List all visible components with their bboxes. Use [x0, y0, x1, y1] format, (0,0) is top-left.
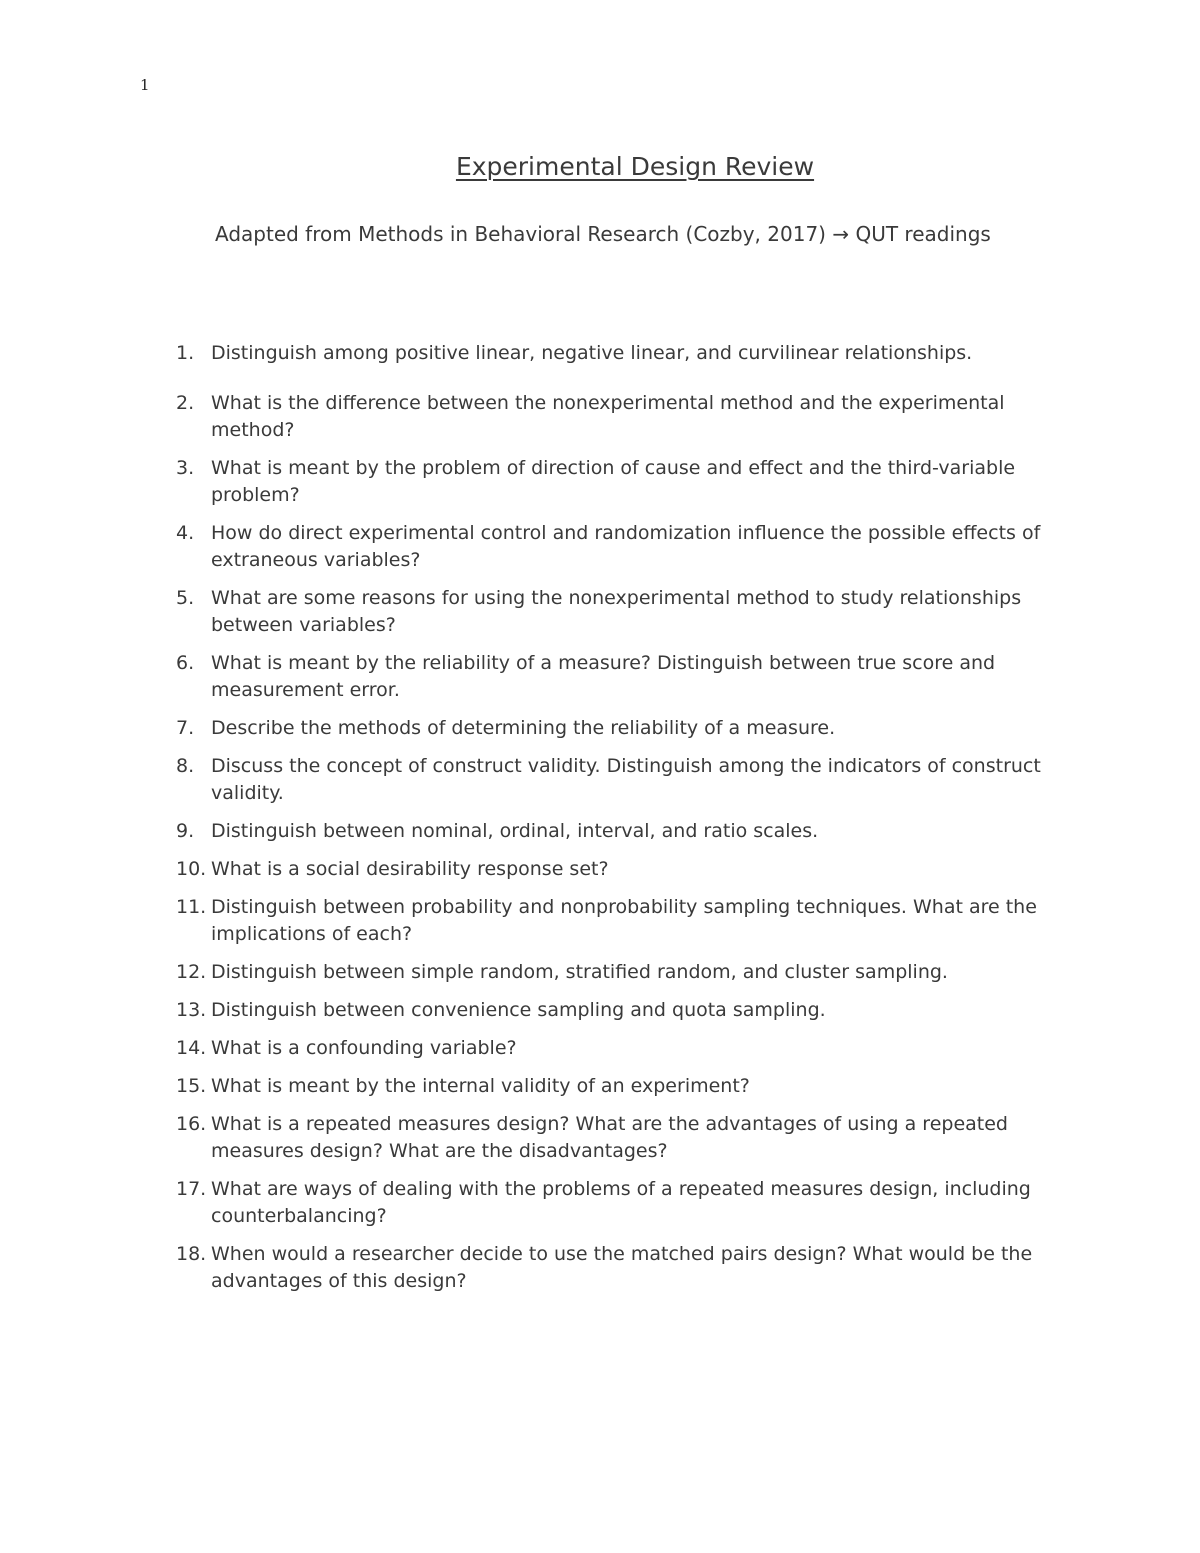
question-text: What are ways of dealing with the problems of a repeated measures design, including counterbalancing?	[211, 1178, 1031, 1227]
question-text: What is meant by the reliability of a measure? Distinguish between true score and measurement error.	[211, 652, 996, 701]
question-number: 5.	[176, 587, 195, 609]
question-text: What is meant by the problem of direction of cause and effect and the third-variable problem?	[211, 457, 1016, 506]
question-text: What are some reasons for using the nonexperimental method to study relationships between variables?	[211, 587, 1022, 636]
question-item	[170, 1176, 1070, 1230]
question-number: 11.	[176, 896, 207, 918]
question-item	[170, 997, 1070, 1024]
page-title: Experimental Design Review	[455, 152, 815, 181]
question-item	[170, 1035, 1070, 1062]
question-item	[170, 856, 1070, 883]
question-item	[170, 1111, 1070, 1165]
question-text: What is a confounding variable?	[211, 1037, 517, 1059]
question-item	[170, 585, 1070, 639]
question-number: 18.	[176, 1243, 207, 1265]
question-number: 14.	[176, 1037, 207, 1059]
question-item	[170, 894, 1070, 948]
question-text: What is a repeated measures design? What are the advantages of using a repeated measures design? What are the disadvantages?	[211, 1113, 1008, 1162]
question-number: 10.	[176, 858, 207, 880]
question-number: 16.	[176, 1113, 207, 1135]
subtitle-source: Adapted from Methods in Behavioral Research (Cozby, 2017)	[215, 222, 826, 246]
question-item	[170, 390, 1070, 444]
question-number: 3.	[176, 457, 195, 479]
question-number: 9.	[176, 820, 195, 842]
question-item	[170, 753, 1070, 807]
question-number: 7.	[176, 717, 195, 739]
question-text: Discuss the concept of construct validity. Distinguish among the indicators of construct validity.	[211, 755, 1041, 804]
question-list	[170, 340, 1070, 1306]
question-number: 17.	[176, 1178, 207, 1200]
question-item	[170, 455, 1070, 509]
question-text: Distinguish between convenience sampling and quota sampling.	[211, 999, 826, 1021]
question-number: 15.	[176, 1075, 207, 1097]
question-text: What is a social desirability response set?	[211, 858, 609, 880]
arrow-right-icon: →	[832, 222, 850, 246]
question-number: 1.	[176, 342, 195, 364]
page-number: 1	[140, 76, 150, 94]
question-text: Describe the methods of determining the reliability of a measure.	[211, 717, 836, 739]
question-number: 12.	[176, 961, 207, 983]
subtitle	[215, 222, 991, 246]
question-item	[170, 715, 1070, 742]
question-item	[170, 520, 1070, 574]
subtitle-target: QUT readings	[855, 222, 991, 246]
question-text: Distinguish between simple random, stratified random, and cluster sampling.	[211, 961, 948, 983]
question-number: 8.	[176, 755, 195, 777]
question-item	[170, 1241, 1070, 1295]
question-text: How do direct experimental control and randomization influence the possible effects of extraneous variables?	[211, 522, 1041, 571]
question-number: 6.	[176, 652, 195, 674]
question-item	[170, 340, 1070, 367]
question-item	[170, 1073, 1070, 1100]
question-text: What is meant by the internal validity of an experiment?	[211, 1075, 750, 1097]
question-number: 13.	[176, 999, 207, 1021]
question-text: When would a researcher decide to use the matched pairs design? What would be the advantages of this design?	[211, 1243, 1033, 1292]
question-text: Distinguish among positive linear, negative linear, and curvilinear relationships.	[211, 342, 973, 364]
question-number: 4.	[176, 522, 195, 544]
question-item	[170, 959, 1070, 986]
question-text: What is the difference between the nonexperimental method and the experimental method?	[211, 392, 1005, 441]
question-number: 2.	[176, 392, 195, 414]
question-text: Distinguish between nominal, ordinal, interval, and ratio scales.	[211, 820, 819, 842]
question-text: Distinguish between probability and nonprobability sampling techniques. What are the implications of each?	[211, 896, 1037, 945]
question-item	[170, 650, 1070, 704]
question-item	[170, 818, 1070, 845]
